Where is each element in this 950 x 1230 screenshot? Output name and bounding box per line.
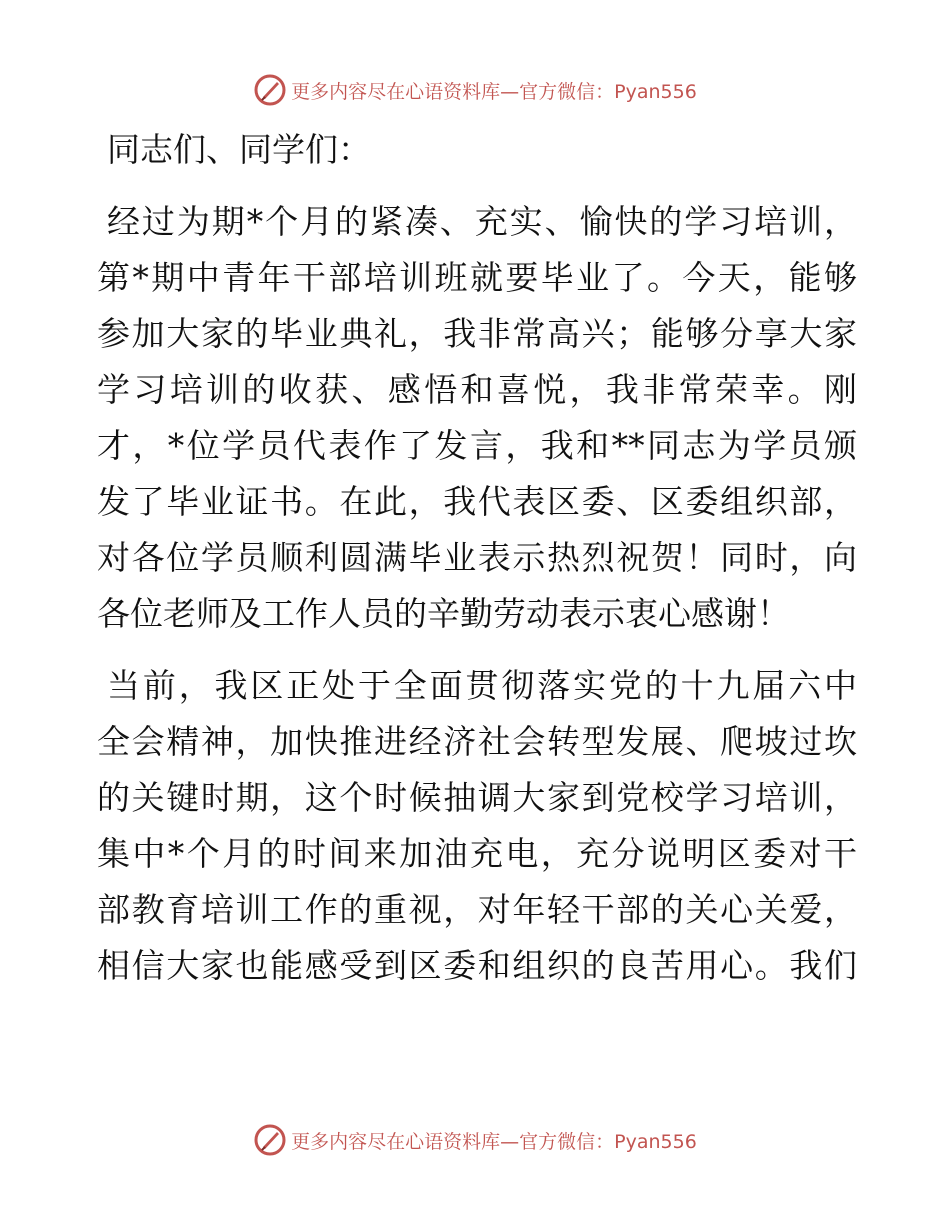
paragraph-line: 相信大家也能感受到区委和组织的良苦用心。我们 [97,946,857,985]
paragraph-line: 第*期中青年干部培训班就要毕业了。今天，能够 [97,258,857,297]
quill-seal-icon [253,73,287,107]
paragraph-2 [97,658,857,994]
paragraph-line: 集中*个月的时间来加油充电，充分说明区委对干 [97,834,857,873]
paragraph-line: 发了毕业证书。在此，我代表区委、区委组织部， [97,482,857,521]
paragraph-line: 当前，我区正处于全面贯彻落实党的十九届六中 [107,666,857,705]
paragraph-line: 各位老师及工作人员的辛勤劳动表示衷心感谢！ [97,594,790,633]
paragraph-line: 经过为期*个月的紧凑、充实、愉快的学习培训， [107,202,857,241]
paragraph-1 [97,194,857,642]
paragraph-line: 的关键时期，这个时候抽调大家到党校学习培训， [97,778,857,817]
paragraph-line: 才，*位学员代表作了发言，我和**同志为学员颁 [97,426,857,465]
paragraph-line: 参加大家的毕业典礼，我非常高兴；能够分享大家 [97,314,857,353]
paragraph-line: 学习培训的收获、感悟和喜悦，我非常荣幸。刚 [97,370,857,409]
paragraph-line: 部教育培训工作的重视，对年轻干部的关心关爱， [97,890,857,929]
quill-seal-icon [253,1123,287,1157]
footer-banner [0,1120,950,1160]
footer-banner-text: 更多内容尽在心语资料库—官方微信：Pyan556 [291,1130,697,1153]
paragraph-line: 全会精神，加快推进经济社会转型发展、爬坡过坎 [97,722,857,761]
greeting: 同志们、同学们： [107,130,371,169]
document-body [97,128,857,1010]
paragraph-line: 对各位学员顺利圆满毕业表示热烈祝贺！同时，向 [97,538,857,577]
header-banner-text: 更多内容尽在心语资料库—官方微信：Pyan556 [291,80,697,103]
header-banner [0,70,950,110]
